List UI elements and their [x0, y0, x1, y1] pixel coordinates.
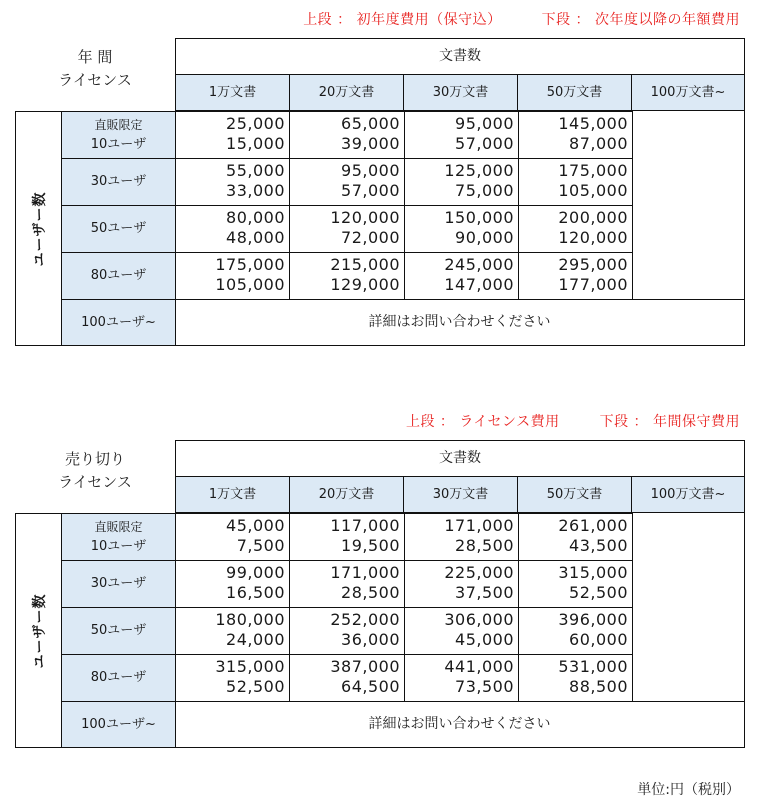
row-header	[61, 158, 176, 205]
column-header: 30万文書	[404, 75, 518, 111]
price-cell: 80,000 48,000	[175, 205, 290, 252]
table-title-line2: ライセンス	[58, 473, 132, 491]
price-cell: 171,000 28,500	[404, 513, 519, 560]
legend-lower: 下段 ： 年間保守費用	[599, 414, 740, 430]
row-header-label: 100ユーザ~	[81, 314, 156, 330]
row-header-note: 直販限定	[94, 118, 143, 132]
row-header-label: 80ユーザ	[90, 670, 147, 685]
empty-column	[632, 111, 745, 299]
price-cell: 315,000 52,500	[518, 560, 633, 607]
user-count-label: ユーザー数	[32, 593, 48, 668]
table-title-line2: ライセンス	[58, 71, 132, 89]
price-cell: 117,000 19,500	[290, 513, 405, 560]
row-header-label: 30ユーザ	[90, 174, 147, 189]
row-header-label: 80ユーザ	[90, 268, 147, 283]
price-cell: 396,000 60,000	[518, 607, 633, 654]
price-cell: 252,000 36,000	[290, 607, 405, 654]
column-header: 30万文書	[404, 477, 518, 513]
price-cell: 175,000 105,000	[518, 158, 633, 205]
user-count-header	[15, 513, 62, 748]
price-cell: 295,000 177,000	[518, 252, 633, 299]
table-title-line1: 売り切り	[64, 450, 125, 468]
unit-note: 単位:円（税別）	[637, 782, 740, 798]
price-cell: 95,000 57,000	[290, 158, 405, 205]
row-header	[61, 513, 176, 560]
column-header: 100万文書~	[632, 477, 745, 513]
row-header	[61, 111, 176, 158]
price-cell: 200,000 120,000	[518, 205, 633, 252]
empty-column	[632, 513, 745, 701]
column-header: 100万文書~	[632, 75, 745, 111]
price-cell: 25,000 15,000	[175, 111, 290, 158]
contact-note: 詳細はお問い合わせください	[175, 701, 745, 748]
price-cell: 99,000 16,500	[175, 560, 290, 607]
price-cell: 150,000 90,000	[404, 205, 519, 252]
legend-lower: 下段 ： 次年度以降の年額費用	[541, 12, 740, 28]
column-header: 50万文書	[518, 477, 632, 513]
price-cell: 225,000 37,500	[404, 560, 519, 607]
price-cell: 215,000 129,000	[290, 252, 405, 299]
price-cell: 171,000 28,500	[290, 560, 405, 607]
price-cell: 175,000 105,000	[175, 252, 290, 299]
contact-note: 詳細はお問い合わせください	[175, 299, 745, 346]
row-header-note: 直販限定	[94, 520, 143, 534]
doc-count-header: 文書数	[175, 440, 745, 477]
price-cell: 180,000 24,000	[175, 607, 290, 654]
price-cell: 145,000 87,000	[518, 111, 633, 158]
row-header-label: 50ユーザ	[90, 623, 147, 638]
row-header-label: 50ユーザ	[90, 221, 147, 236]
cost-legend-annual	[303, 9, 740, 29]
table-title-line1: 年 間	[77, 48, 113, 66]
user-count-label: ユーザー数	[32, 191, 48, 266]
row-header-label: 100ユーザ~	[81, 716, 156, 732]
user-count-header	[15, 111, 62, 346]
price-cell: 441,000 73,500	[404, 654, 519, 701]
price-cell: 387,000 64,500	[290, 654, 405, 701]
cost-legend-perpetual	[406, 411, 740, 431]
table-title	[40, 46, 150, 92]
column-header: 50万文書	[518, 75, 632, 111]
price-cell: 245,000 147,000	[404, 252, 519, 299]
price-cell: 55,000 33,000	[175, 158, 290, 205]
row-header-label: 10ユーザ	[90, 137, 147, 152]
legend-upper: 上段 ： 初年度費用（保守込）	[303, 12, 502, 28]
price-cell: 45,000 7,500	[175, 513, 290, 560]
column-header: 20万文書	[290, 477, 404, 513]
doc-count-header: 文書数	[175, 38, 745, 75]
table-title	[40, 448, 150, 494]
price-cell: 65,000 39,000	[290, 111, 405, 158]
row-header	[61, 299, 176, 346]
row-header	[61, 701, 176, 748]
column-header: 1万文書	[175, 75, 290, 111]
row-header-label: 30ユーザ	[90, 576, 147, 591]
row-header	[61, 607, 176, 654]
row-header	[61, 252, 176, 299]
row-header-label: 10ユーザ	[90, 539, 147, 554]
row-header	[61, 560, 176, 607]
price-cell: 315,000 52,500	[175, 654, 290, 701]
row-header	[61, 654, 176, 701]
price-cell: 120,000 72,000	[290, 205, 405, 252]
column-header: 20万文書	[290, 75, 404, 111]
price-cell: 306,000 45,000	[404, 607, 519, 654]
price-cell: 261,000 43,500	[518, 513, 633, 560]
price-cell: 531,000 88,500	[518, 654, 633, 701]
row-header	[61, 205, 176, 252]
column-header: 1万文書	[175, 477, 290, 513]
legend-upper: 上段 ： ライセンス費用	[405, 414, 560, 430]
price-cell: 95,000 57,000	[404, 111, 519, 158]
price-cell: 125,000 75,000	[404, 158, 519, 205]
